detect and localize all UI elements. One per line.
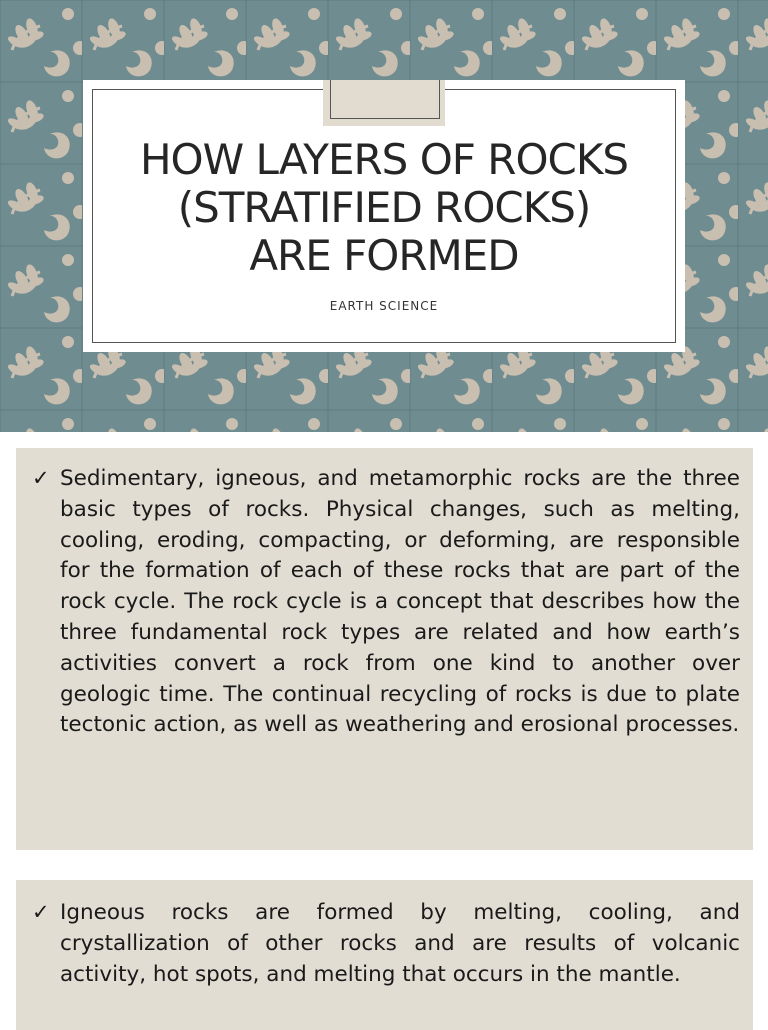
- slide-title: [83, 136, 685, 280]
- checkmark-icon: ✓: [32, 900, 50, 924]
- title-card: [83, 80, 685, 352]
- title-slide: [0, 0, 768, 432]
- slide-title-line-3: ARE FORMED: [249, 231, 519, 280]
- checkmark-icon: ✓: [32, 466, 50, 490]
- text-panel-rock-cycle: [16, 448, 753, 850]
- bullet-text-igneous: Igneous rocks are formed by melting, cooling, and crystallization of other rocks and are results of volcanic activity, hot spots, and melting that occurs in the mantle.: [60, 900, 740, 987]
- slide-subtitle: EARTH SCIENCE: [329, 299, 439, 313]
- title-card-tab-inner: [330, 80, 440, 119]
- slide-title-line-1: HOW LAYERS OF ROCKS: [139, 135, 629, 184]
- text-panel-igneous: [16, 880, 753, 1030]
- slide-title-line-2: (STRATIFIED ROCKS): [177, 183, 591, 232]
- bullet-text-rock-cycle: Sedimentary, igneous, and metamorphic rocks are the three basic types of rocks. Physical changes, such as melting, cooling, eroding, compacting, or deforming, are responsible for the formation of each of these rocks that are part of the rock cycle. The rock cycle is a concept that describes how the three fundamental rock types are related and how earth’s activities convert a rock from one kind to another over geologic time. The continual recycling of rocks is due to plate tectonic action, as well as weathering and erosional processes.: [60, 466, 740, 738]
